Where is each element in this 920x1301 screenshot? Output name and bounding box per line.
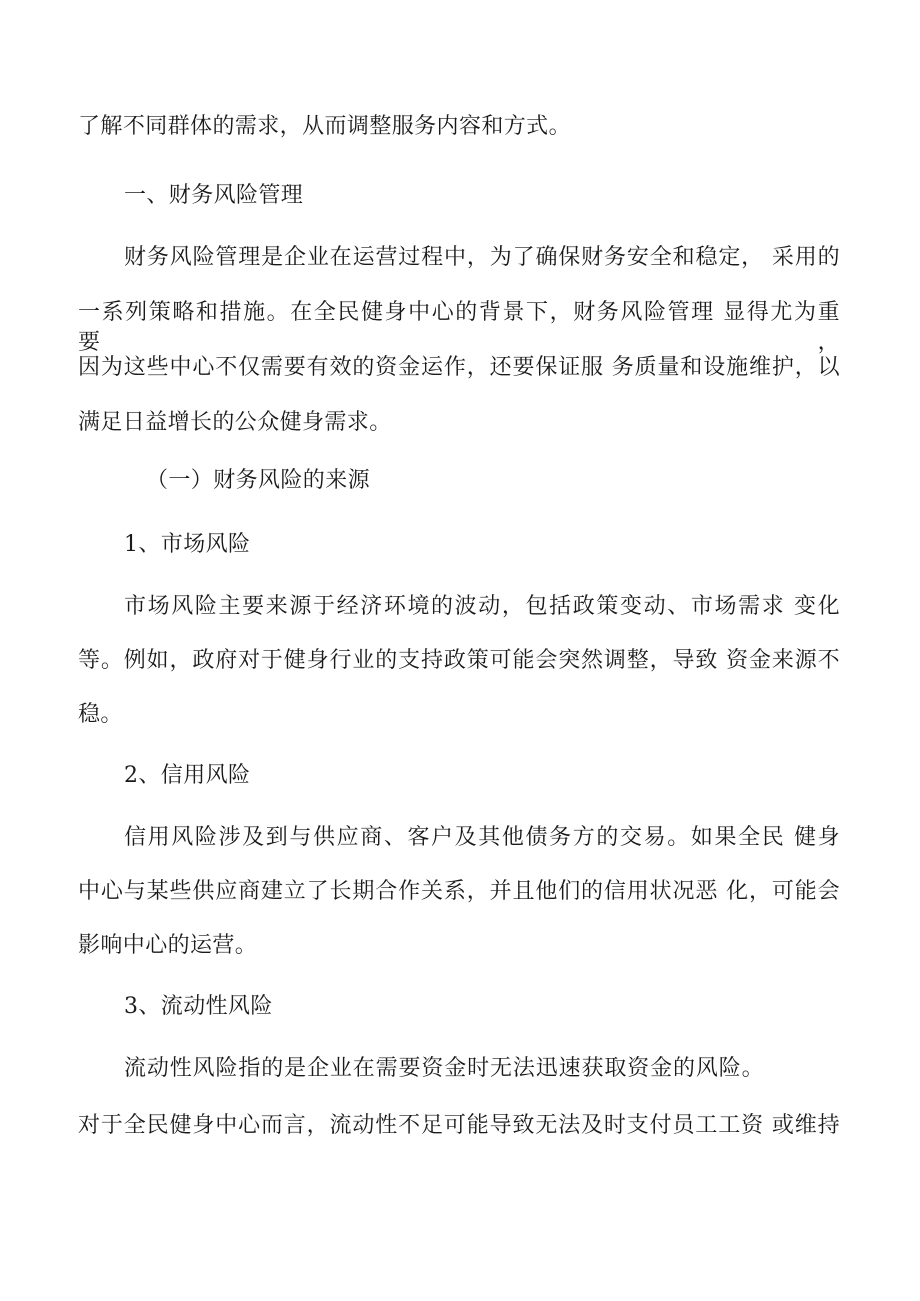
paragraph-line: 因为这些中心不仅需要有效的资金运作，还要保证服 务质量和设施维护，以 bbox=[78, 355, 840, 380]
paragraph-line: 市场风险主要来源于经济环境的波动，包括政策变动、市场需求 变化 bbox=[124, 594, 840, 619]
paragraph-line: 了解不同群体的需求，从而调整服务内容和方式。 bbox=[78, 114, 571, 139]
subsection-heading: （一）财务风险的来源 bbox=[146, 468, 371, 493]
paragraph-line: 中心与某些供应商建立了长期合作关系，并且他们的信用状况恶 化，可能会 bbox=[78, 879, 840, 904]
paragraph-line: 等。例如，政府对于健身行业的支持政策可能会突然调整，导致 资金来源不 bbox=[78, 648, 840, 673]
paragraph-line: 流动性风险指的是企业在需要资金时无法迅速获取资金的风险。 bbox=[124, 1056, 764, 1081]
item-heading: 2、信用风险 bbox=[124, 763, 251, 788]
paragraph-line: 影响中心的运营。 bbox=[78, 933, 258, 958]
paragraph-line: 满足日益增长的公众健身需求。 bbox=[78, 410, 392, 435]
paragraph-line: 一系列策略和措施。在全民健身中心的背景下，财务风险管理 显得尤为重要， bbox=[78, 300, 840, 355]
item-heading: 1、市场风险 bbox=[124, 532, 251, 557]
paragraph-line: 信用风险涉及到与供应商、客户及其他债务方的交易。如果全民 健身 bbox=[124, 825, 840, 850]
paragraph-line: 对于全民健身中心而言，流动性不足可能导致无法及时支付员工工资 或维持 bbox=[78, 1113, 840, 1138]
item-heading: 3、流动性风险 bbox=[124, 994, 273, 1019]
paragraph-line: 财务风险管理是企业在运营过程中，为了确保财务安全和稳定， 采用的 bbox=[124, 245, 840, 270]
section-heading: 一、财务风险管理 bbox=[124, 183, 304, 208]
paragraph-line: 稳。 bbox=[78, 702, 123, 727]
